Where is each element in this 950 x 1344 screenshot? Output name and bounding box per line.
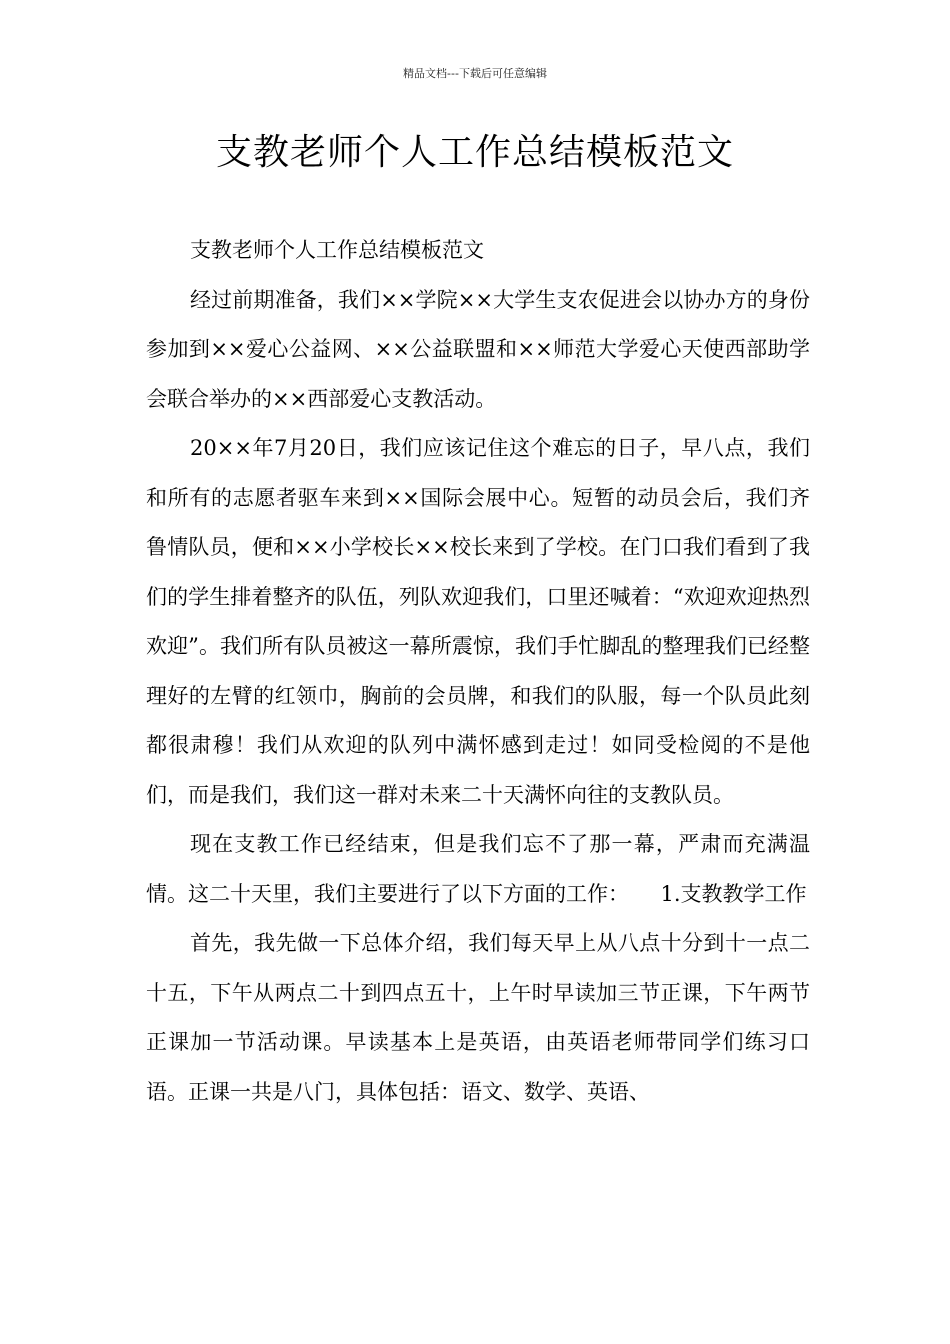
paragraph: 20××年7月20日，我们应该记住这个难忘的日子，早八点，我们和所有的志愿者驱车来到××国际会展中心。短暂的动员会后，我们齐鲁情队员，便和××小学校长××校长来到了学校。在门口我们看到了我们的学生排着整齐的队伍，列队欢迎我们，口里还喊着：“欢迎欢迎热烈欢迎”。我们所有队员被这一幕所震惊，我们手忙脚乱的整理我们已经整理好的左臂的红领巾，胸前的会员牌，和我们的队服，每一个队员此刻都很肃穆！我们从欢迎的队列中满怀感到走过！如同受检阅的不是他们，而是我们，我们这一群对未来二十天满怀向往的支教队员。 [146,436,810,807]
paragraph: 首先，我先做一下总体介绍，我们每天早上从八点十分到十一点二十五，下午从两点二十到四点五十，上午时早读加三节正课，下午两节正课加一节活动课。早读基本上是英语，由英语老师带同学们练习口语。正课一共是八门，具体包括：语文、数学、英语、 [146,931,810,1104]
document-title: 支教老师个人工作总结模板范文 [215,132,734,173]
header-note: 精品文档---下载后可任意编辑 [403,67,547,80]
paragraph: 现在支教工作已经结束，但是我们忘不了那一幕，严肃而充满温情。这二十天里，我们主要进行了以下方面的工作： 1.支教教学工作 [146,832,810,906]
paragraph: 经过前期准备，我们××学院××大学生支农促进会以协办方的身份参加到××爱心公益网、××公益联盟和××师范大学爱心天使西部助学会联合举办的××西部爱心支教活动。 [146,287,810,411]
document-body [146,226,810,1117]
paragraph-subtitle: 支教老师个人工作总结模板范文 [190,238,484,262]
